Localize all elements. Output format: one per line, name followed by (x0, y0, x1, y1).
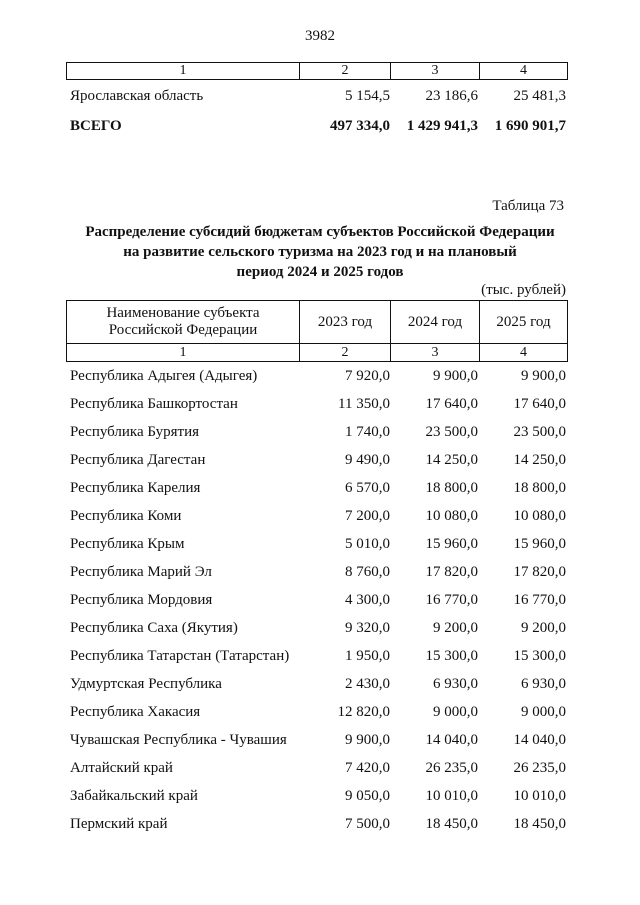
header-2023: 2023 год (299, 301, 390, 343)
value-2025: 14 040,0 (513, 731, 566, 748)
value-2023: 5 010,0 (345, 535, 390, 552)
value-2024: 18 450,0 (425, 815, 478, 832)
table-header (66, 300, 568, 362)
value-2024: 17 820,0 (425, 563, 478, 580)
col-number-2: 2 (299, 344, 390, 361)
value-2025: 9 200,0 (521, 619, 566, 636)
table-title-line: период 2024 и 2025 годов (236, 264, 404, 280)
table-title (60, 222, 580, 282)
region-name: Республика Татарстан (Татарстан) (70, 647, 290, 664)
prev-table-row (66, 86, 568, 106)
table-title-line: Распределение субсидий бюджетам субъектов Российской Федерации (85, 224, 555, 240)
table-number-label: Таблица 73 (492, 198, 564, 214)
prev-col-number-2: 2 (299, 63, 390, 79)
value-2025: 18 800,0 (513, 479, 566, 496)
region-name: Республика Крым (70, 535, 185, 552)
value-2024: 23 186,6 (425, 87, 478, 104)
prev-table-header-numbers (66, 62, 568, 80)
value-2023: 7 200,0 (345, 507, 390, 524)
value-2023: 7 500,0 (345, 815, 390, 832)
region-name: Республика Башкортостан (70, 395, 238, 412)
table-row (66, 810, 568, 838)
value-2024: 9 200,0 (433, 619, 478, 636)
value-2023: 9 050,0 (345, 787, 390, 804)
table-row (66, 362, 568, 390)
value-2024: 23 500,0 (425, 423, 478, 440)
value-2025: 17 640,0 (513, 395, 566, 412)
prev-col-number-3: 3 (390, 63, 479, 79)
value-2023: 2 430,0 (345, 675, 390, 692)
value-2024: 9 000,0 (433, 703, 478, 720)
table-row (66, 754, 568, 782)
value-2025: 6 930,0 (521, 675, 566, 692)
value-2024: 6 930,0 (433, 675, 478, 692)
value-2025: 18 450,0 (513, 815, 566, 832)
value-2023: 4 300,0 (345, 591, 390, 608)
table-row (66, 474, 568, 502)
value-2023: 1 740,0 (345, 423, 390, 440)
region-name: Республика Карелия (70, 479, 201, 496)
table-row (66, 614, 568, 642)
region-name: Пермский край (70, 815, 168, 832)
total-2025: 1 690 901,7 (494, 117, 566, 134)
value-2025: 15 960,0 (513, 535, 566, 552)
region-name: Алтайский край (70, 759, 173, 776)
value-2023: 12 820,0 (337, 703, 390, 720)
col-number-1: 1 (179, 345, 187, 360)
region-name: Республика Мордовия (70, 591, 213, 608)
value-2025: 14 250,0 (513, 451, 566, 468)
value-2025: 9 900,0 (521, 367, 566, 384)
table-row (66, 698, 568, 726)
total-2024: 1 429 941,3 (406, 117, 478, 134)
region-name: Чувашская Республика - Чувашия (70, 731, 287, 748)
value-2024: 10 010,0 (425, 787, 478, 804)
value-2025: 26 235,0 (513, 759, 566, 776)
value-2024: 9 900,0 (433, 367, 478, 384)
table-row (66, 530, 568, 558)
value-2024: 17 640,0 (425, 395, 478, 412)
table-row (66, 726, 568, 754)
value-2023: 8 760,0 (345, 563, 390, 580)
value-2023: 6 570,0 (345, 479, 390, 496)
region-name: Удмуртская Республика (70, 675, 222, 692)
region-name: Республика Марий Эл (70, 563, 212, 580)
table-body (0, 362, 640, 838)
region-name: Республика Бурятия (70, 423, 200, 440)
table-row (66, 670, 568, 698)
value-2025: 25 481,3 (513, 87, 566, 104)
value-2023: 7 920,0 (345, 367, 390, 384)
table-row (66, 390, 568, 418)
value-2025: 16 770,0 (513, 591, 566, 608)
total-2023: 497 334,0 (330, 117, 390, 134)
value-2025: 23 500,0 (513, 423, 566, 440)
header-2024: 2024 год (390, 301, 479, 343)
value-2023: 11 350,0 (338, 395, 390, 412)
table-row (66, 558, 568, 586)
region-name: Республика Коми (70, 507, 182, 524)
table-row (66, 586, 568, 614)
prev-col-number-1: 1 (179, 63, 187, 78)
table-row (66, 418, 568, 446)
table-row (66, 446, 568, 474)
value-2024: 16 770,0 (425, 591, 478, 608)
value-2025: 9 000,0 (521, 703, 566, 720)
value-2025: 10 080,0 (513, 507, 566, 524)
header-name-line: Российской Федерации (108, 322, 258, 338)
header-name-line: Наименование субъекта (106, 305, 260, 321)
header-region-name (67, 301, 299, 343)
table-row (66, 642, 568, 670)
value-2023: 5 154,5 (345, 87, 390, 104)
value-2024: 10 080,0 (425, 507, 478, 524)
value-2023: 9 320,0 (345, 619, 390, 636)
value-2024: 18 800,0 (425, 479, 478, 496)
value-2023: 7 420,0 (345, 759, 390, 776)
total-label: ВСЕГО (70, 117, 122, 134)
col-number-4: 4 (479, 344, 567, 361)
table-row (66, 782, 568, 810)
units-label: (тыс. рублей) (481, 282, 566, 298)
value-2023: 9 490,0 (345, 451, 390, 468)
page-number: 3982 (305, 28, 335, 44)
region-name: Забайкальский край (70, 787, 198, 804)
value-2025: 10 010,0 (513, 787, 566, 804)
value-2025: 15 300,0 (513, 647, 566, 664)
value-2024: 14 250,0 (425, 451, 478, 468)
value-2024: 15 960,0 (425, 535, 478, 552)
value-2023: 9 900,0 (345, 731, 390, 748)
value-2024: 15 300,0 (425, 647, 478, 664)
table-row (66, 502, 568, 530)
prev-col-number-4: 4 (479, 63, 567, 79)
region-name: Республика Хакасия (70, 703, 201, 720)
prev-table-total-row (66, 116, 568, 136)
region-name: Республика Дагестан (70, 451, 206, 468)
header-2025: 2025 год (479, 301, 567, 343)
table-title-line: на развитие сельского туризма на 2023 год и на плановый (123, 244, 517, 260)
value-2023: 1 950,0 (345, 647, 390, 664)
value-2024: 26 235,0 (425, 759, 478, 776)
region-name: Республика Адыгея (Адыгея) (70, 367, 258, 384)
value-2024: 14 040,0 (425, 731, 478, 748)
col-number-3: 3 (390, 344, 479, 361)
region-name: Республика Саха (Якутия) (70, 619, 238, 636)
value-2025: 17 820,0 (513, 563, 566, 580)
region-name: Ярославская область (70, 87, 204, 104)
